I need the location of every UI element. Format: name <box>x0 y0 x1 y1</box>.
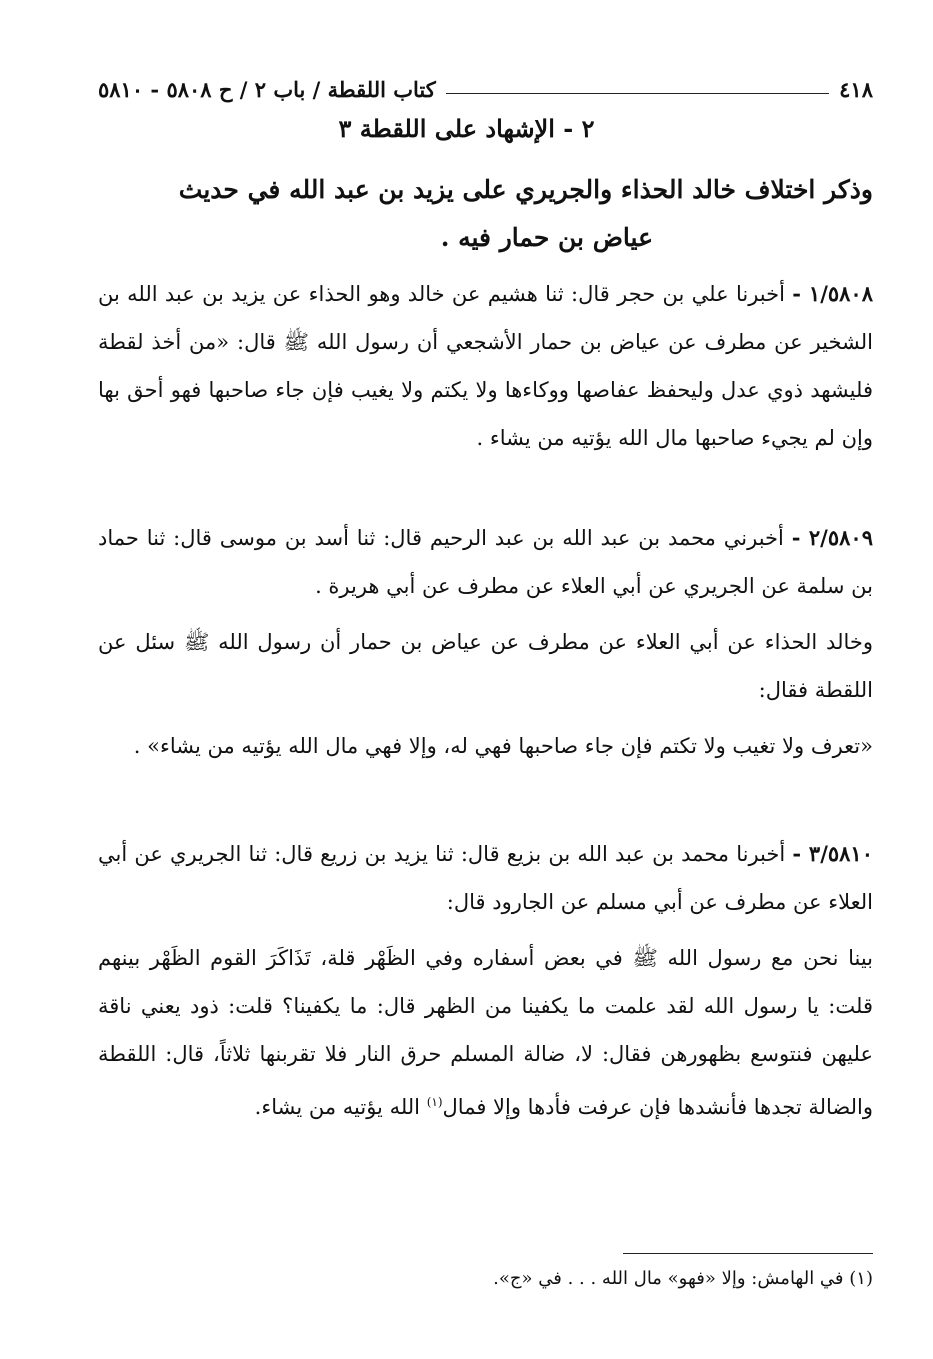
chapter-heading-line-1: وذكر اختلاف خالد الحذاء والجريري على يزيد بن عبد الله في حديث <box>178 175 873 204</box>
page-number: ٤١٨ <box>839 77 873 102</box>
hadith-paragraph-5809 <box>98 514 873 610</box>
running-header <box>98 68 873 102</box>
khalid-paragraph: وخالد الحذاء عن أبي العلاء عن مطرف عن عياض بن حمار أن رسول الله ﷺ سئل عن اللقطة فقال: <box>98 630 873 702</box>
hadith-number: ٣/٥٨١٠ - <box>792 841 873 866</box>
running-title: كتاب اللقطة / باب ٢ / ح ٥٨٠٨ - ٥٨١٠ <box>98 77 436 102</box>
header-rule <box>446 93 829 94</box>
hadith-text: أخبرنا محمد بن عبد الله بن بزيع قال: ثنا يزيد بن زريع قال: ثنا الجريري عن أبي العلاء عن مطرف عن أبي مسلم عن الجارود قال: <box>98 842 873 914</box>
footnote-marker: (١) <box>426 1095 443 1109</box>
chapter-heading-line-2: عياض بن حمار فيه . <box>440 223 653 252</box>
hadith-text: أخبرني محمد بن عبد الله بن عبد الرحيم قال: ثنا أسد بن موسى قال: ثنا حماد بن سلمة عن الجريري عن أبي العلاء عن مطرف عن أبي هريرة . <box>98 526 873 598</box>
quote-paragraph: «تعرف ولا تغيب ولا تكتم فإن جاء صاحبها فهي له، وإلا فهي مال الله يؤتيه من يشاء» . <box>133 734 873 758</box>
section-title: ٢ - الإشهاد على اللقطة ٣ <box>338 114 595 143</box>
hadith-paragraph-5810 <box>98 830 873 926</box>
hadith-number: ٢/٥٨٠٩ - <box>791 525 873 550</box>
footnote: (١) في الهامش: وإلا «فهو» مال الله . . . في «ج». <box>493 1268 873 1289</box>
hadith-number: ١/٥٨٠٨ - <box>792 281 873 306</box>
footnote-rule <box>623 1253 873 1254</box>
hadith-paragraph-5808 <box>98 270 873 462</box>
hadith-text: أخبرنا علي بن حجر قال: ثنا هشيم عن خالد وهو الحذاء عن يزيد بن عبد الله بن الشخير عن مطرف عن عياض بن حمار الأشجعي أن رسول الله ﷺ قال: «من أخذ لقطة فليشهد ذوي عدل وليحفظ عفاصها ووكاءها ولا يكتم ولا يغيب فإن جاء صاحبها فهو أحق بها وإن لم يجيء صاحبها مال الله يؤتيه من يشاء . <box>98 282 873 450</box>
chapter-heading <box>98 166 873 262</box>
narration-paragraph <box>98 934 873 1131</box>
narration-text-end: الله يؤتيه من يشاء. <box>254 1095 427 1119</box>
narration-text: بينا نحن مع رسول الله ﷺ في بعض أسفاره وفي الظَهْر قلة، تَذَاكَرَ القوم الظَهْر بينهم قلت: يا رسول الله لقد علمت ما يكفينا من الظهر قال: ما يكفينا؟ قلت: ذود يعني ناقة عليهن فنتوسع بظهورهن فقال: لا، ضالة المسلم حرق النار فلا تقربنها ثلاثاً، قال: اللقطة والضالة تجدها فأنشدها فإن عرفت فأدها وإلا فمال <box>98 946 873 1119</box>
